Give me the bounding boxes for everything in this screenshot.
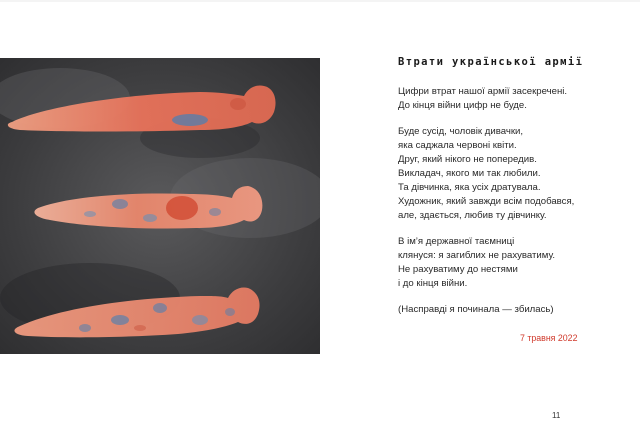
stanza xyxy=(398,235,628,291)
page-edge xyxy=(0,0,640,2)
page-number: 11 xyxy=(552,411,561,420)
poem-line: Художник, який завжди всім подобався, xyxy=(398,196,575,207)
poem-line: Друг, який нікого не попередив. xyxy=(398,154,537,165)
poem-line: клянуся: я загиблих не рахуватиму. xyxy=(398,250,555,261)
poem-line: Викладач, якого ми так любили. xyxy=(398,168,541,179)
poem-line: В ім’я державної таємниці xyxy=(398,236,515,247)
watercolor-figures-icon xyxy=(0,58,320,354)
poem-line: яка саджала червоні квіти. xyxy=(398,140,517,151)
poem-line: Не рахуватиму до нестями xyxy=(398,264,518,275)
poem-line: але, здається, любив ту дівчинку. xyxy=(398,210,547,221)
stanza xyxy=(398,125,628,223)
poem-line: Буде сусід, чоловік дивачки, xyxy=(398,126,524,137)
poem xyxy=(398,56,628,329)
poem-line: Та дівчинка, яка усіх дратувала. xyxy=(398,182,541,193)
poem-line: До кінця війни цифр не буде. xyxy=(398,100,527,111)
poem-title: Втрати української армії xyxy=(398,56,584,68)
poem-date: 7 травня 2022 xyxy=(520,333,578,343)
poem-line: Цифри втрат нашої армії засекречені. xyxy=(398,86,568,97)
poem-line: і до кінця війни. xyxy=(398,278,468,289)
poem-line: (Насправді я починала — збилась) xyxy=(398,304,554,315)
stanza xyxy=(398,85,628,113)
watercolor-illustration xyxy=(0,58,320,354)
stanza xyxy=(398,303,628,317)
